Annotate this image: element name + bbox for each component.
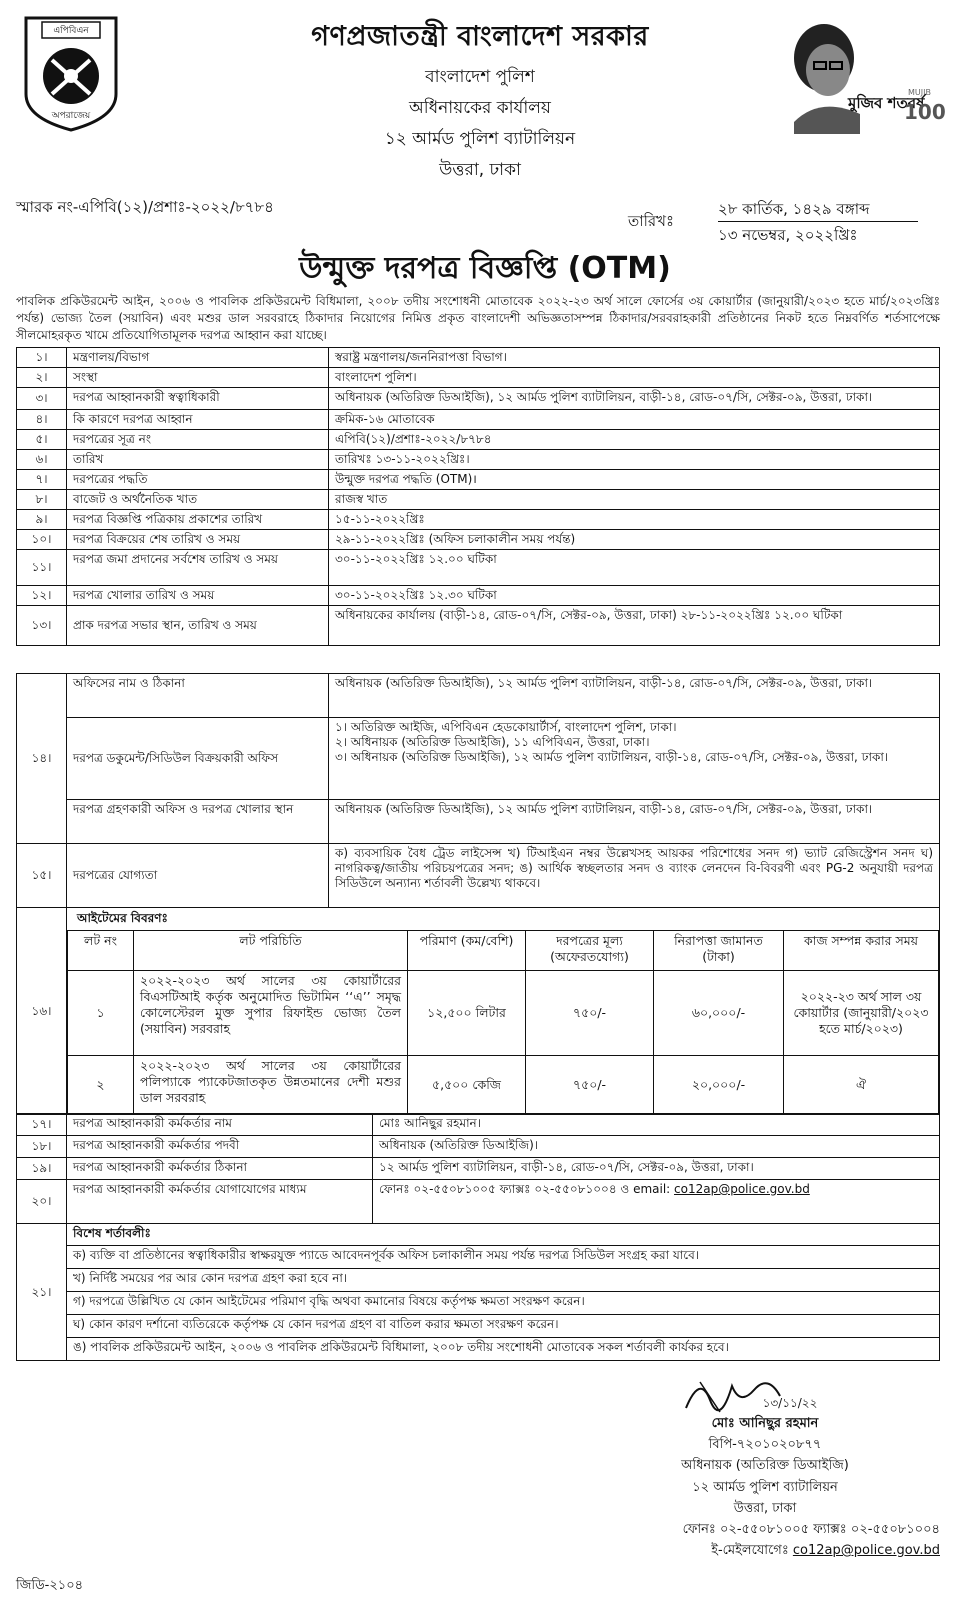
lot-1-security: ৬০,০০০/- <box>654 971 784 1056</box>
row-label: দরপত্র আহ্বানকারী কর্মকর্তার পদবী <box>67 1136 373 1158</box>
sale-office-2: ২। অধিনায়ক (অতিরিক্ত ডিআইজি), ১১ এপিবিএন, উত্তরা, ঢাকা। <box>335 735 650 749</box>
lot-1-time: ২০২২-২৩ অর্থ সাল ৩য় কোয়ার্টার (জানুয়ারী/২০২৩ হতে মার্চ/২০২৩) <box>784 971 939 1056</box>
schedule-sale-label: দরপত্র ডকুমেন্ট/সিডিউল বিক্রয়কারী অফিস <box>67 718 329 800</box>
table-row <box>17 1136 940 1158</box>
row-value: অধিনায়কের কার্যালয় (বাড়ী-১৪, রোড-০৭/সি, সেক্টর-০৯, উত্তরা, ঢাকা) ২৮-১১-২০২২খ্রিঃ ১২.০০ ঘটিকা <box>329 606 940 646</box>
lot-2-no: ২ <box>68 1056 134 1114</box>
list-item <box>17 1269 940 1292</box>
list-item <box>17 1246 940 1269</box>
row-value: বাংলাদেশ পুলিশ। <box>329 368 940 388</box>
emblem-motto: অপরাজেয় <box>51 111 91 121</box>
lot-1-no: ১ <box>68 971 134 1056</box>
row-value: ১২ আর্মড পুলিশ ব্যাটালিয়ন, বাড়ী-১৪, রোড-০৭/সি, সেক্টর-০৯, উত্তরা, ঢাকা। <box>373 1158 940 1180</box>
row-label: প্রাক দরপত্র সভার স্থান, তারিখ ও সময় <box>67 606 329 646</box>
table-row <box>17 470 940 490</box>
mujib-latin: MUJIB <box>908 88 931 97</box>
lot-1-price: ৭৫০/- <box>526 971 654 1056</box>
table-row <box>17 510 940 530</box>
row-label: দরপত্রের সূত্র নং <box>67 430 329 450</box>
row-14-no: ১৪। <box>17 674 67 844</box>
office-address-value: অধিনায়ক (অতিরিক্ত ডিআইজি), ১২ আর্মড পুলিশ ব্যাটালিয়ন, বাড়ী-১৪, রোড-০৭/সি, সেক্টর-০৯, উত্তরা, ঢাকা। <box>329 674 940 718</box>
row-label: দরপত্র আহ্বানকারী কর্মকর্তার নাম <box>67 1114 373 1136</box>
org-battalion: ১২ আর্মড পুলিশ ব্যাটালিয়ন <box>384 129 576 149</box>
lot-1-desc: ২০২২-২০২৩ অর্থ সালের ৩য় কোয়ার্টারের বিএসটিআই কর্তৃক অনুমোদিত ভিটামিন ‘‘এ’’ সমৃদ্ধ কোলেস্টেরল মুক্ত সুপার রিফাইন্ড ভোজ্য তৈল (সয়াবিন) সরবরাহ <box>134 971 408 1056</box>
row-label: বাজেট ও অর্থনৈতিক খাত <box>67 490 329 510</box>
condition-text: ঙ) পাবলিক প্রকিউরমেন্ট আইন, ২০০৬ ও পাবলিক প্রকিউরমেন্ট বিধিমালা, ২০০৮ তদীয় সংশোধনী মোতাবেক সকল শর্তাবলী কার্যকর হবে। <box>67 1338 940 1361</box>
table-row <box>68 1056 939 1114</box>
eligibility-label: দরপত্রের যোগ্যতা <box>67 844 329 908</box>
row-no: ১১। <box>17 550 67 586</box>
row-label: দরপত্র আহ্বানকারী স্বত্বাধিকারী <box>67 388 329 410</box>
table-row <box>17 450 940 470</box>
row-16-no: ১৬। <box>17 908 67 1115</box>
mujib-borsho-text: মুজিব শতবর্ষ <box>848 94 925 112</box>
date-bangla: ২৮ কার্তিক, ১৪২৯ বঙ্গাব্দ <box>718 200 870 218</box>
table-row <box>17 410 940 430</box>
row-15-no: ১৫। <box>17 844 67 908</box>
lot-table <box>67 930 939 1114</box>
condition-text: গ) দরপত্রে উল্লিখিত যে কোন আইটেমের পরিমাণ বৃদ্ধি অথবা কমানোর বিষয়ে কর্তৃপক্ষ ক্ষমতা সংরক্ষণ করেন। <box>67 1292 940 1315</box>
signatory-email[interactable]: co12ap@police.gov.bd <box>792 1543 940 1558</box>
row-no: ২। <box>17 368 67 388</box>
table-row <box>17 490 940 510</box>
date-divider <box>718 221 918 222</box>
date-gregorian: ১৩ নভেম্বর, ২০২২খ্রিঃ <box>718 226 858 244</box>
org-police: বাংলাদেশ পুলিশ <box>425 67 535 87</box>
row-no: ১২। <box>17 586 67 606</box>
lot-2-time: ঐ <box>784 1056 939 1114</box>
sale-office-3: ৩। অধিনায়ক (অতিরিক্ত ডিআইজি), ১২ আর্মড পুলিশ ব্যাটালিয়ন, বাড়ী-১৪, রোড-০৭/সি, সেক্টর-০৯, উত্তরা, ঢাকা। <box>335 750 889 764</box>
table-row <box>17 530 940 550</box>
col-lot-desc: লট পরিচিতি <box>134 931 408 971</box>
gd-code: জিডি-২১০৪ <box>16 1578 84 1593</box>
row-label: মন্ত্রণালয়/বিভাগ <box>67 348 329 368</box>
lot-2-qty: ৫,৫০০ কেজি <box>408 1056 526 1114</box>
col-price: দরপত্রের মূল্য (অফেরতযোগ্য) <box>526 931 654 971</box>
list-item <box>17 1338 940 1361</box>
table-row <box>17 348 940 368</box>
table-row <box>68 971 939 1056</box>
lot-1-qty: ১২,৫০০ লিটার <box>408 971 526 1056</box>
row-no: ৯। <box>17 510 67 530</box>
row-no: ৫। <box>17 430 67 450</box>
row-20-no: ২০। <box>17 1180 67 1224</box>
row-value: ১৫-১১-২০২২খ্রিঃ <box>329 510 940 530</box>
contact-label: দরপত্র আহ্বানকারী কর্মকর্তার যোগাযোগের মাধ্যম <box>67 1180 373 1224</box>
row-no: ৩। <box>17 388 67 410</box>
mujib-borsho-logo <box>780 14 946 134</box>
notice-title: উন্মুক্ত দরপত্র বিজ্ঞপ্তি (OTM) <box>299 251 671 286</box>
row-label: দরপত্র জমা প্রদানের সর্বশেষ তারিখ ও সময় <box>67 550 329 586</box>
receive-office-label: দরপত্র গ্রহণকারী অফিস ও দরপত্র খোলার স্থান <box>67 800 329 844</box>
col-completion: কাজ সম্পন্ন করার সময় <box>784 931 939 971</box>
mujib-100: 100 <box>904 100 946 124</box>
row-label: দরপত্র বিক্রয়ের শেষ তারিখ ও সময় <box>67 530 329 550</box>
eligibility-text-2: অনুযায়ী দরপত্র সিডিউলে অন্যান্য শর্তাবলী উল্লেখ্য থাকবে। <box>335 861 933 890</box>
row-label: কি কারণে দরপত্র আহ্বান <box>67 410 329 430</box>
sale-office-1: ১। অতিরিক্ত আইজি, এপিবিএন হেডকোয়ার্টার্স, বাংলাদেশ পুলিশ, ঢাকা। <box>335 720 677 734</box>
office-address-label: অফিসের নাম ও ঠিকানা <box>67 674 329 718</box>
eligibility-text-1: ক) ব্যবসায়িক বৈধ ট্রেড লাইসেন্স খ) টিআইএন নম্বর উল্লেখসহ আয়কর পরিশোধের সনদ গ) ভ্যাট রেজিস্ট্রেশন সনদ ঘ) নাগরিকত্ব/জাতীয় পরিচয়পত্রের সনদ; ঙ) আর্থিক স্বচ্ছলতার সনদ ও ব্যাংক লেনদেন বি-বিবরণী এবং <box>335 846 933 875</box>
items-table <box>16 907 940 1115</box>
receive-office-value: অধিনায়ক (অতিরিক্ত ডিআইজি), ১২ আর্মড পুলিশ ব্যাটালিয়ন, বাড়ী-১৪, রোড-০৭/সি, সেক্টর-০৯, উত্তরা, ঢাকা। <box>329 800 940 844</box>
row-value: রাজস্ব খাত <box>329 490 940 510</box>
row-value: ২৯-১১-২০২২খ্রিঃ (অফিস চলাকালীন সময় পর্যন্ত) <box>329 530 940 550</box>
signatory-unit: ১২ আর্মড পুলিশ ব্যাটালিয়ন <box>692 1480 838 1495</box>
row-no: ৬। <box>17 450 67 470</box>
row-no: ১০। <box>17 530 67 550</box>
row-value: ৩০-১১-২০২২খ্রিঃ ১২.৩০ ঘটিকা <box>329 586 940 606</box>
row-no: ১৩। <box>17 606 67 646</box>
table-row <box>17 388 940 410</box>
conditions-heading: বিশেষ শর্তাবলীঃ <box>67 1224 940 1246</box>
row-15-table <box>16 843 940 908</box>
list-item <box>17 1292 940 1315</box>
row-value: স্বরাষ্ট্র মন্ত্রণালয়/জননিরাপত্তা বিভাগ। <box>329 348 940 368</box>
org-location: উত্তরা, ঢাকা <box>439 160 521 180</box>
list-item <box>17 1315 940 1338</box>
eligibility-pg2: PG-2 <box>825 861 855 875</box>
signature-date: ১৩/১১/২২ <box>762 1396 818 1410</box>
apbn-emblem <box>22 14 120 132</box>
row-label: দরপত্র খোলার তারিখ ও সময় <box>67 586 329 606</box>
row-21-no: ২১। <box>17 1224 67 1361</box>
signatory-place: উত্তরা, ঢাকা <box>733 1501 797 1516</box>
row-no: ১৮। <box>17 1136 67 1158</box>
row-value: মোঃ আনিছুর রহমান। <box>373 1114 940 1136</box>
memo-reference: স্মারক নং-এপিবি(১২)/প্রশাঃ-২০২২/৮৭৮৪ <box>16 198 274 216</box>
intro-paragraph: পাবলিক প্রকিউরমেন্ট আইন, ২০০৬ ও পাবলিক প্রকিউরমেন্ট বিধিমালা, ২০০৮ তদীয় সংশোধনী মোতাবেক ২০২২-২৩ অর্থ সালে ফোর্সের ৩য় কোয়ার্টার (জানুয়ারী/২০২৩ হতে মার্চ/২০২৩খ্রিঃ পর্যন্ত) ভোজ্য তৈল (সয়াবিন) এবং মশুর ডাল সরবরাহে ঠিকাদার নিয়োগের নিমিত্ত প্রকৃত বাংলাদেশী অভিজ্ঞতাসম্পন্ন ঠিকাদার/সরবরাহকারী প্রতিষ্ঠানের নিকট হতে নিম্নবর্ণিত শর্তসাপেক্ষে সীলমোহরকৃত খামে প্রতিযোগিতামূলক দরপত্র আহ্বান করা যাচ্ছে। <box>16 294 940 342</box>
lot-2-desc: ২০২২-২০২৩ অর্থ সালের ৩য় কোয়ার্টারের পলিপ্যাকে প্যাকেটজাতকৃত উন্নতমানের দেশী মশুর ডাল সরবরাহ <box>134 1056 408 1114</box>
row-no: ১৭। <box>17 1114 67 1136</box>
government-title: গণপ্রজাতন্ত্রী বাংলাদেশ সরকার <box>311 21 649 52</box>
signatory-bp: বিপি-৭২০১০২০৮৭৭ <box>708 1437 822 1452</box>
contact-phone-fax: ফোনঃ ০২-৫৫০৮১০০৫ ফ্যাক্সঃ ০২-৫৫০৮১০০৪ ও email: <box>379 1182 675 1196</box>
items-heading: আইটেমের বিবরণঃ <box>77 911 168 925</box>
row-no: ১৯। <box>17 1158 67 1180</box>
row-no: ১। <box>17 348 67 368</box>
row-14-table <box>16 673 940 844</box>
table-row <box>17 550 940 586</box>
row-value: ৩০-১১-২০২২খ্রিঃ ১২.০০ ঘটিকা <box>329 550 940 586</box>
emblem-text-top: এপিবিএন <box>53 26 89 36</box>
row-value: ক্রমিক-১৬ মোতাবেক <box>329 410 940 430</box>
table-row <box>17 1158 940 1180</box>
signatory-name: মোঃ আনিছুর রহমান <box>711 1416 819 1431</box>
lot-2-security: ২০,০০০/- <box>654 1056 784 1114</box>
row-value: তারিখঃ ১৩-১১-২০২২খ্রিঃ। <box>329 450 940 470</box>
contact-email-link[interactable]: co12ap@police.gov.bd <box>674 1182 810 1196</box>
signatory-email-label: ই-মেইলযোগেঃ <box>711 1543 793 1558</box>
row-label: সংস্থা <box>67 368 329 388</box>
table-row <box>17 606 940 646</box>
row-no: ৪। <box>17 410 67 430</box>
table-row <box>17 430 940 450</box>
row-label: দরপত্র আহ্বানকারী কর্মকর্তার ঠিকানা <box>67 1158 373 1180</box>
officer-table <box>16 1113 940 1224</box>
row-value: অধিনায়ক (অতিরিক্ত ডিআইজি), ১২ আর্মড পুলিশ ব্যাটালিয়ন, বাড়ী-১৪, রোড-০৭/সি, সেক্টর-০৯, উত্তরা, ঢাকা। <box>329 388 940 410</box>
condition-text: ক) ব্যক্তি বা প্রতিষ্ঠানের স্বত্বাধিকারীর স্বাক্ষরযুক্ত প্যাডে আবেদনপূর্বক অফিস চলাকালীন সময় পর্যন্ত দরপত্র সিডিউল সংগ্রহ করা যাবে। <box>67 1246 940 1269</box>
tender-info-table <box>16 347 940 646</box>
row-label: তারিখ <box>67 450 329 470</box>
table-row <box>17 1114 940 1136</box>
signatory-designation: অধিনায়ক (অতিরিক্ত ডিআইজি) <box>681 1458 849 1473</box>
table-row <box>17 586 940 606</box>
col-lot-no: লট নং <box>68 931 134 971</box>
table-row <box>17 368 940 388</box>
row-no: ৮। <box>17 490 67 510</box>
lot-2-price: ৭৫০/- <box>526 1056 654 1114</box>
row-value: এপিবি(১২)/প্রশাঃ-২০২২/৮৭৮৪ <box>329 430 940 450</box>
condition-text: ঘ) কোন কারণ দর্শানো ব্যতিরেকে কর্তৃপক্ষ যে কোন দরপত্র গ্রহণ বা বাতিল করার ক্ষমতা সংরক্ষণ করেন। <box>67 1315 940 1338</box>
col-quantity: পরিমাণ (কম/বেশি) <box>408 931 526 971</box>
condition-text: খ) নির্দিষ্ট সময়ের পর আর কোন দরপত্র গ্রহণ করা হবে না। <box>67 1269 940 1292</box>
row-no: ৭। <box>17 470 67 490</box>
lot-table-header <box>68 931 939 971</box>
row-label: দরপত্রের পদ্ধতি <box>67 470 329 490</box>
row-value: অধিনায়ক (অতিরিক্ত ডিআইজি)। <box>373 1136 940 1158</box>
col-security: নিরাপত্তা জামানত (টাকা) <box>654 931 784 971</box>
org-office: অধিনায়কের কার্যালয় <box>409 98 551 118</box>
row-value: উন্মুক্ত দরপত্র পদ্ধতি (OTM)। <box>329 470 940 490</box>
conditions-table <box>16 1223 940 1361</box>
date-label: তারিখঃ <box>628 212 674 230</box>
row-label: দরপত্র বিজ্ঞপ্তি পত্রিকায় প্রকাশের তারিখ <box>67 510 329 530</box>
signatory-phone: ফোনঃ ০২-৫৫০৮১০০৫ ফ্যাক্সঃ ০২-৫৫০৮১০০৪ <box>682 1522 940 1537</box>
